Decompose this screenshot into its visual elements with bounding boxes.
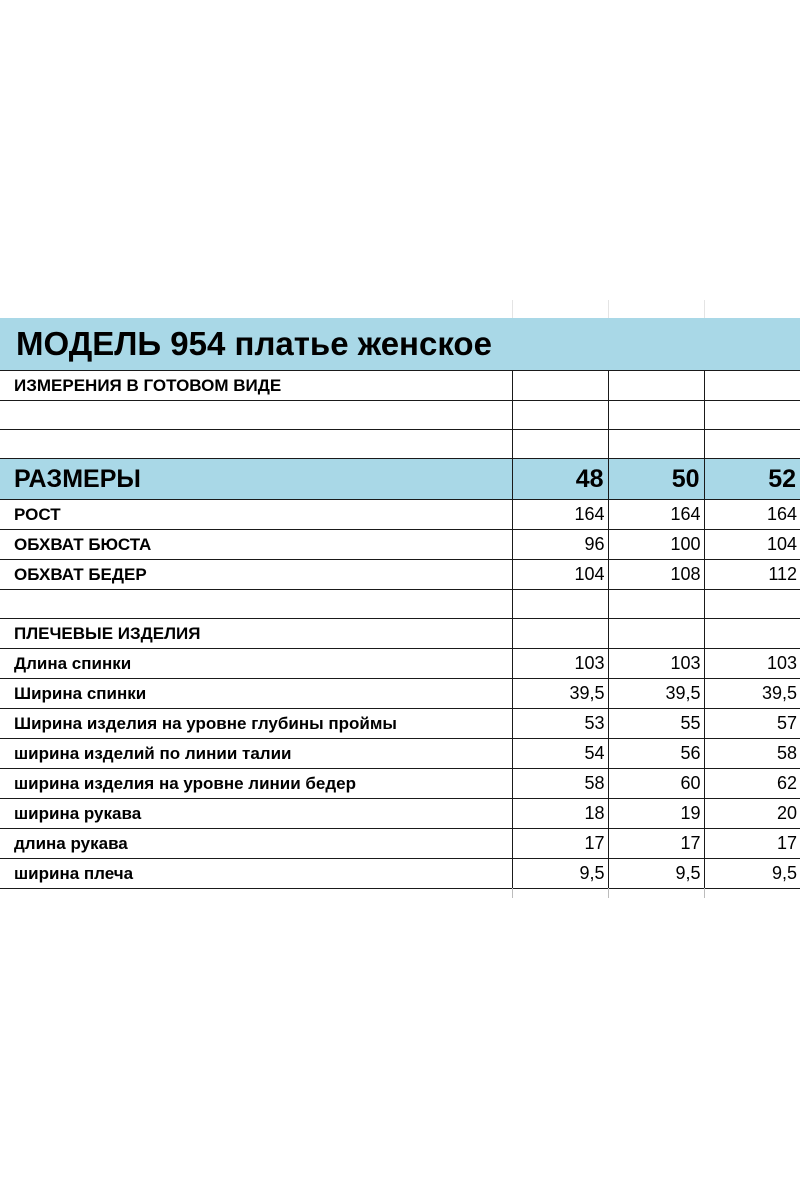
measurement-label: ширина плеча: [0, 859, 512, 889]
measurement-label: ширина изделий по линии талии: [0, 739, 512, 769]
section-row: [0, 619, 800, 649]
cell: [512, 590, 608, 619]
size-48: 48: [512, 459, 608, 500]
measurement-value: 39,5: [608, 679, 704, 709]
measurement-label: РОСТ: [0, 500, 512, 530]
cell: [512, 619, 608, 649]
measurement-value: 17: [512, 829, 608, 859]
measurement-label: ОБХВАТ БЮСТА: [0, 530, 512, 560]
measurement-value: 103: [512, 649, 608, 679]
section-row: [0, 371, 800, 401]
measurement-value: 39,5: [704, 679, 800, 709]
cell: [0, 401, 512, 430]
cell: [608, 590, 704, 619]
measurement-row: [0, 649, 800, 679]
measurement-row: [0, 829, 800, 859]
measurement-value: 9,5: [512, 859, 608, 889]
measurement-value: 104: [704, 530, 800, 560]
measurement-value: 58: [704, 739, 800, 769]
cell: [512, 371, 608, 401]
measurement-row: [0, 709, 800, 739]
measurement-row: [0, 560, 800, 590]
measurement-label: ширина рукава: [0, 799, 512, 829]
cell: [512, 401, 608, 430]
blank-row: [0, 590, 800, 619]
gridline-stub: [512, 300, 513, 318]
measurement-label: ширина изделия на уровне линии бедер: [0, 769, 512, 799]
measurement-row: [0, 500, 800, 530]
measurement-value: 53: [512, 709, 608, 739]
cell: [608, 430, 704, 459]
measurement-value: 56: [608, 739, 704, 769]
cell: [704, 401, 800, 430]
measurement-value: 20: [704, 799, 800, 829]
measurement-value: 55: [608, 709, 704, 739]
measurement-value: 164: [704, 500, 800, 530]
section-label-shoulder: ПЛЕЧЕВЫЕ ИЗДЕЛИЯ: [0, 619, 512, 649]
measurement-value: 96: [512, 530, 608, 560]
measurement-label: длина рукава: [0, 829, 512, 859]
measurement-value: 164: [608, 500, 704, 530]
measurement-label: Длина спинки: [0, 649, 512, 679]
blank-row: [0, 401, 800, 430]
cell: [704, 590, 800, 619]
measurement-row: [0, 859, 800, 889]
cell: [704, 371, 800, 401]
measurement-value: 103: [704, 649, 800, 679]
measurement-row: [0, 530, 800, 560]
size-52: 52: [704, 459, 800, 500]
cell: [608, 619, 704, 649]
section-label-finished: ИЗМЕРЕНИЯ В ГОТОВОМ ВИДЕ: [0, 371, 512, 401]
gridline-stub: [608, 300, 609, 318]
measurement-value: 62: [704, 769, 800, 799]
measurement-value: 112: [704, 560, 800, 590]
gridline-stub: [704, 888, 705, 898]
cell: [0, 590, 512, 619]
measurement-value: 18: [512, 799, 608, 829]
cell: [0, 430, 512, 459]
title-row: [0, 318, 800, 371]
measurement-row: [0, 799, 800, 829]
sheet-bottom-edge: [0, 888, 800, 898]
measurement-label: Ширина спинки: [0, 679, 512, 709]
size-chart-table: [0, 318, 800, 889]
measurement-value: 17: [704, 829, 800, 859]
cell: [704, 430, 800, 459]
cell: [608, 371, 704, 401]
sizes-label: РАЗМЕРЫ: [0, 459, 512, 500]
measurement-value: 58: [512, 769, 608, 799]
cell: [608, 401, 704, 430]
gridline-stub: [512, 888, 513, 898]
measurement-value: 17: [608, 829, 704, 859]
measurement-value: 39,5: [512, 679, 608, 709]
measurement-row: [0, 739, 800, 769]
measurement-value: 100: [608, 530, 704, 560]
size-50: 50: [608, 459, 704, 500]
cell: [512, 430, 608, 459]
measurement-value: 54: [512, 739, 608, 769]
measurement-value: 104: [512, 560, 608, 590]
cell: [704, 619, 800, 649]
measurement-row: [0, 679, 800, 709]
measurement-value: 60: [608, 769, 704, 799]
measurement-row: [0, 769, 800, 799]
gridline-stub: [704, 300, 705, 318]
measurement-value: 9,5: [704, 859, 800, 889]
size-chart-sheet: [0, 300, 800, 898]
measurement-value: 164: [512, 500, 608, 530]
blank-row: [0, 430, 800, 459]
measurement-value: 9,5: [608, 859, 704, 889]
measurement-value: 19: [608, 799, 704, 829]
model-title: МОДЕЛЬ 954 платье женское: [0, 318, 800, 371]
sizes-header-row: [0, 459, 800, 500]
measurement-label: ОБХВАТ БЕДЕР: [0, 560, 512, 590]
gridline-stub: [608, 888, 609, 898]
measurement-value: 108: [608, 560, 704, 590]
measurement-value: 57: [704, 709, 800, 739]
measurement-label: Ширина изделия на уровне глубины проймы: [0, 709, 512, 739]
measurement-value: 103: [608, 649, 704, 679]
